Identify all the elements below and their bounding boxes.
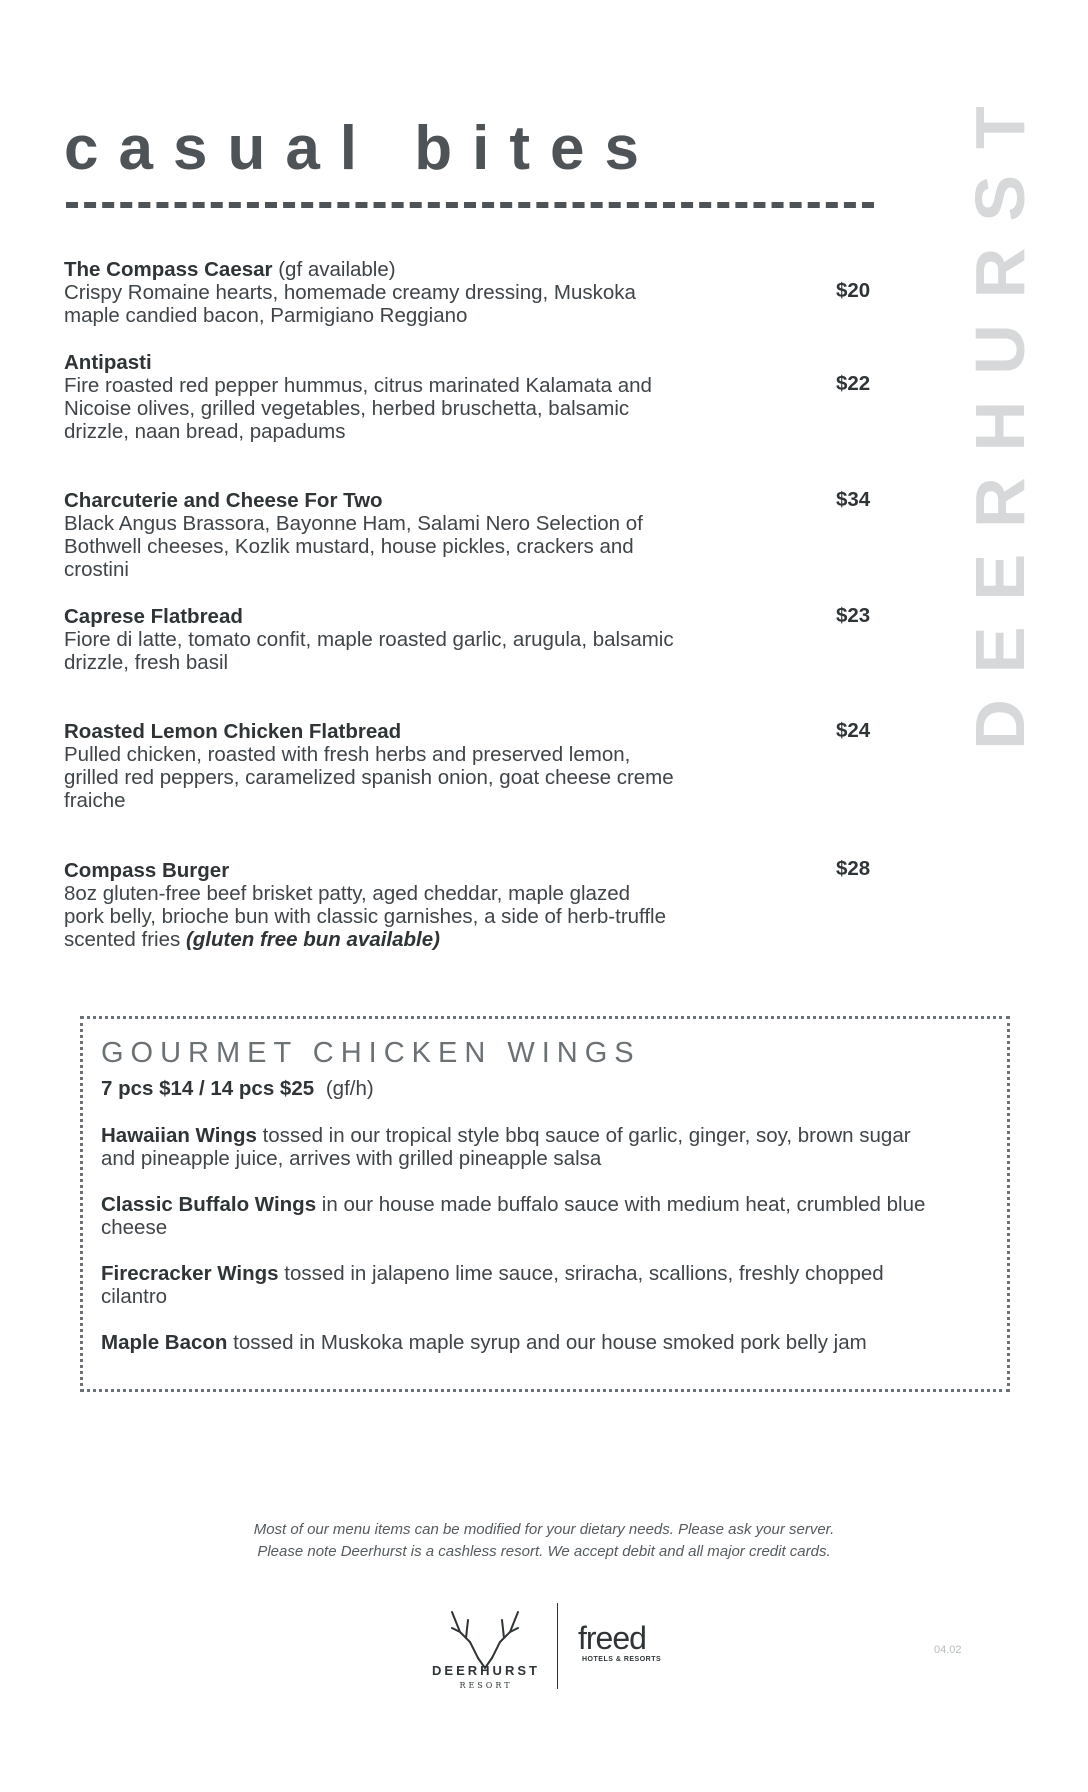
item-desc-line: Bothwell cheeses, Kozlik mustard, house pickles, crackers and	[64, 535, 634, 558]
wings-pricing-value: 7 pcs $14 / 14 pcs $25	[101, 1077, 315, 1100]
wing-desc-line: tossed in jalapeno lime sauce, sriracha, scallions, freshly chopped	[278, 1262, 884, 1285]
item-desc-line: scented fries	[64, 928, 181, 951]
menu-item	[64, 258, 740, 327]
item-desc-line: 8oz gluten-free beef brisket patty, aged cheddar, maple glazed	[64, 882, 631, 905]
item-description	[64, 743, 740, 812]
item-desc-line: drizzle, fresh basil	[64, 651, 229, 674]
wing-name: Maple Bacon	[101, 1331, 228, 1354]
footer-note-cashless: Please note Deerhurst is a cashless resort. We accept debit and all major credit cards.	[257, 1543, 831, 1560]
freed-logo-text: freed	[578, 1620, 646, 1656]
brand-vertical-text: DEERHURST	[961, 80, 1039, 750]
wing-desc-line: cilantro	[101, 1285, 168, 1308]
wing-name: Hawaiian Wings	[101, 1124, 257, 1147]
item-desc-line: maple candied bacon, Parmigiano Reggiano	[64, 304, 468, 327]
item-description	[64, 281, 740, 327]
footer-note-dietary: Most of our menu items can be modified for your dietary needs. Please ask your server.	[253, 1521, 835, 1538]
menu-code: 04.02	[934, 1644, 962, 1656]
wing-item	[101, 1193, 981, 1239]
item-desc-line: Black Angus Brassora, Bayonne Ham, Salami Nero Selection of	[64, 512, 643, 535]
menu-item	[64, 605, 740, 674]
item-desc-line: Nicoise olives, grilled vegetables, herbed bruschetta, balsamic	[64, 397, 630, 420]
item-desc-line: Crispy Romaine hearts, homemade creamy dressing, Muskoka	[64, 281, 636, 304]
item-desc-line: grilled red peppers, caramelized spanish onion, goat cheese creme	[64, 766, 674, 789]
logo-divider	[557, 1603, 558, 1689]
item-desc-line: crostini	[64, 558, 129, 581]
page-title: casual bites	[64, 114, 659, 183]
menu-item	[64, 351, 740, 443]
item-description	[64, 374, 740, 443]
brand-vertical-wordmark	[961, 65, 1039, 765]
item-desc-line: fraiche	[64, 789, 126, 812]
item-note: (gf available)	[278, 258, 396, 281]
item-name: Caprese Flatbread	[64, 605, 243, 628]
item-name: The Compass Caesar	[64, 258, 273, 281]
item-price: $20	[836, 279, 871, 302]
menu-item	[64, 489, 740, 581]
freed-logo-subtext: HOTELS & RESORTS	[582, 1656, 662, 1663]
wing-desc-line: in our house made buffalo sauce with medium heat, crumbled blue	[316, 1193, 926, 1216]
item-price: $23	[836, 604, 871, 627]
item-desc-line: Fiore di latte, tomato confit, maple roasted garlic, arugula, balsamic	[64, 628, 674, 651]
menu-item	[64, 859, 740, 951]
wing-name: Firecracker Wings	[101, 1262, 279, 1285]
deerhurst-logo-text: DEERHURST	[432, 1663, 540, 1678]
wing-item	[101, 1331, 981, 1354]
title-dashed-rule	[66, 202, 874, 208]
item-name: Antipasti	[64, 351, 152, 374]
wing-desc-line: and pineapple juice, arrives with grilled pineapple salsa	[101, 1147, 602, 1170]
menu-item	[64, 720, 740, 812]
item-desc-line: pork belly, brioche bun with classic garnishes, a side of herb-truffle	[64, 905, 667, 928]
wing-desc-line: tossed in Muskoka maple syrup and our house smoked pork belly jam	[227, 1331, 867, 1354]
wings-pricing-note: (gf/h)	[325, 1077, 374, 1100]
item-name: Charcuterie and Cheese For Two	[64, 489, 383, 512]
item-desc-line: Fire roasted red pepper hummus, citrus marinated Kalamata and	[64, 374, 652, 397]
item-description	[64, 882, 740, 951]
item-desc-line: drizzle, naan bread, papadums	[64, 420, 346, 443]
wings-title: GOURMET CHICKEN WINGS	[101, 1037, 641, 1069]
wing-desc-line: cheese	[101, 1216, 168, 1239]
wing-name: Classic Buffalo Wings	[101, 1193, 317, 1216]
item-price: $22	[836, 372, 871, 395]
item-price: $24	[836, 719, 871, 742]
wings-pricing	[101, 1077, 374, 1101]
item-price: $28	[836, 857, 871, 880]
item-name: Roasted Lemon Chicken Flatbread	[64, 720, 402, 743]
item-desc-emphasis: (gluten free bun available)	[185, 928, 440, 951]
item-desc-line: Pulled chicken, roasted with fresh herbs and preserved lemon,	[64, 743, 631, 766]
item-price: $34	[836, 488, 871, 511]
wing-item	[101, 1124, 981, 1170]
wing-item	[101, 1262, 981, 1308]
wing-desc-line: tossed in our tropical style bbq sauce of garlic, ginger, soy, brown sugar	[256, 1124, 911, 1147]
item-description	[64, 628, 740, 674]
wings-section	[80, 1016, 1010, 1392]
item-name: Compass Burger	[64, 859, 230, 882]
deerhurst-logo-subtext: RESORT	[459, 1681, 513, 1690]
item-description	[64, 512, 740, 581]
